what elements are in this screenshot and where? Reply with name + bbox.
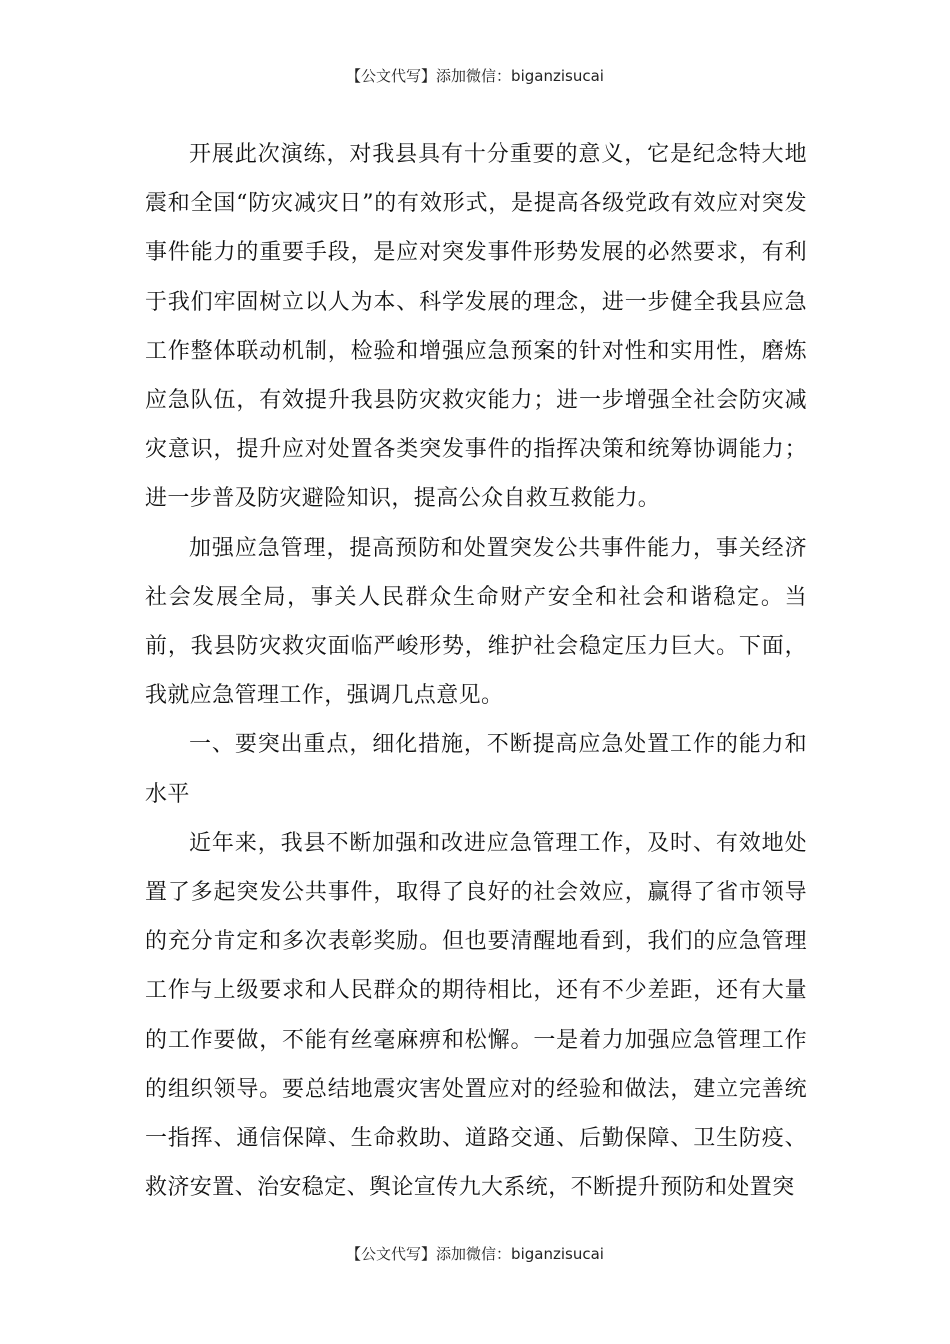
- paragraph-significance: 开展此次演练，对我县具有十分重要的意义，它是纪念特大地震和全国“防灾减灾日”的有效形式，是提高各级党政有效应对突发事件能力的重要手段，是应对突发事件形势发展的必然要求，有利于我们牢固树立以人为本、科学发展的理念，进一步健全我县应急工作整体联动机制，检验和增强应急预案的针对性和实用性，磨炼应急队伍，有效提升我县防灾救灾能力；进一步增强全社会防灾减灾意识，提升应对处置各类突发事件的指挥决策和统筹协调能力；进一步普及防灾避险知识，提高公众自救互救能力。: [145, 142, 807, 512]
- page-footer: 【公文代写】添加微信：biganzisucai: [346, 1245, 604, 1263]
- paragraph-recent-years: 近年来，我县不断加强和改进应急管理工作，及时、有效地处置了多起突发公共事件，取得了良好的社会效应，赢得了省市领导的充分肯定和多次表彰奖励。但也要清醒地看到，我们的应急管理工作与上级要求和人民群众的期待相比，还有不少差距，还有大量的工作要做，不能有丝毫麻痹和松懈。一是着力加强应急管理工作的组织领导。要总结地震灾害处置应对的经验和做法，建立完善统一指挥、通信保障、生命救助、道路交通、后勤保障、卫生防疫、救济安置、治安稳定、舆论宣传九大系统，不断提升预防和处置突: [145, 830, 807, 1201]
- document-body: [145, 130, 807, 1212]
- section-heading-1: 一、要突出重点，细化措施，不断提高应急处置工作的能力和水平: [145, 732, 807, 807]
- paragraph-emergency-management: 加强应急管理，提高预防和处置突发公共事件能力，事关经济社会发展全局，事关人民群众生命财产安全和社会和谐稳定。当前，我县防灾救灾面临严峻形势，维护社会稳定压力巨大。下面，我就应急管理工作，强调几点意见。: [145, 535, 807, 709]
- page-header: 【公文代写】添加微信：biganzisucai: [346, 67, 604, 85]
